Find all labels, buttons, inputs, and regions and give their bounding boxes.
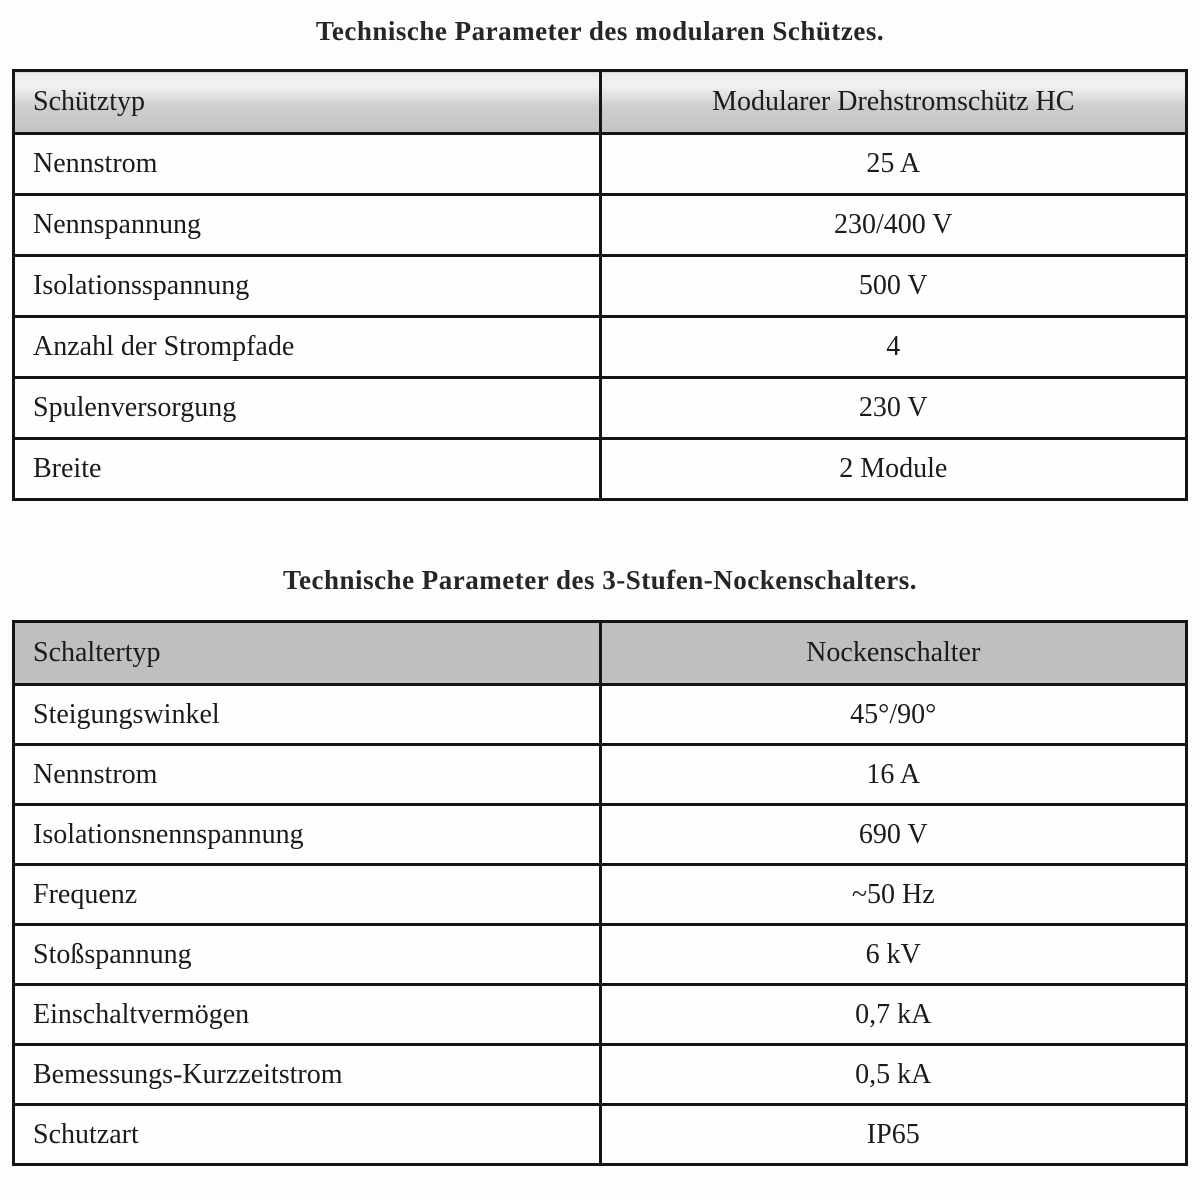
parameter-value-cell: 0,5 kA <box>600 1045 1187 1105</box>
table-row <box>14 685 1187 745</box>
parameter-name-cell: Nennstrom <box>14 745 601 805</box>
table-row <box>14 195 1187 256</box>
parameter-name-cell: Isolationsspannung <box>14 256 601 317</box>
table1-body <box>14 134 1187 500</box>
table-row <box>14 256 1187 317</box>
parameter-name-cell: Schutzart <box>14 1105 601 1165</box>
parameter-name-cell: Nennspannung <box>14 195 601 256</box>
parameter-value-cell: 500 V <box>600 256 1187 317</box>
parameter-value-cell: 0,7 kA <box>600 985 1187 1045</box>
table-row <box>14 378 1187 439</box>
parameter-value-cell: 4 <box>600 317 1187 378</box>
table1-section <box>12 69 1188 501</box>
parameter-name-cell: Breite <box>14 439 601 500</box>
table-row <box>14 317 1187 378</box>
parameter-name-cell: Isolationsnennspannung <box>14 805 601 865</box>
table2-camswitch-parameters <box>12 620 1188 1166</box>
parameter-value-cell: 25 A <box>600 134 1187 195</box>
table-row <box>14 1045 1187 1105</box>
table1-title: Technische Parameter des modularen Schützes. <box>315 16 885 46</box>
table-row <box>14 985 1187 1045</box>
table2-body <box>14 685 1187 1165</box>
table-row <box>14 439 1187 500</box>
parameter-value-cell: 230 V <box>600 378 1187 439</box>
parameter-value-cell: 2 Module <box>600 439 1187 500</box>
table2-header-value: Nockenschalter <box>600 622 1187 685</box>
parameter-value-cell: 690 V <box>600 805 1187 865</box>
table1-header-param: Schütztyp <box>14 71 601 134</box>
parameter-name-cell: Stoßspannung <box>14 925 601 985</box>
parameter-value-cell: ~50 Hz <box>600 865 1187 925</box>
table1-header-value: Modularer Drehstromschütz HC <box>600 71 1187 134</box>
parameter-name-cell: Bemessungs-Kurzzeitstrom <box>14 1045 601 1105</box>
parameter-value-cell: 6 kV <box>600 925 1187 985</box>
table-row <box>14 805 1187 865</box>
parameter-value-cell: 230/400 V <box>600 195 1187 256</box>
table2-header-param: Schaltertyp <box>14 622 601 685</box>
parameter-name-cell: Steigungswinkel <box>14 685 601 745</box>
parameter-name-cell: Anzahl der Strompfade <box>14 317 601 378</box>
table-row <box>14 865 1187 925</box>
parameter-value-cell: 45°/90° <box>600 685 1187 745</box>
table-row <box>14 925 1187 985</box>
table-row <box>14 1105 1187 1165</box>
table2-title: Technische Parameter des 3-Stufen-Nockenschalters. <box>283 565 917 595</box>
table2-section <box>12 620 1188 1166</box>
parameter-value-cell: 16 A <box>600 745 1187 805</box>
table1-contactor-parameters <box>12 69 1188 501</box>
parameter-name-cell: Frequenz <box>14 865 601 925</box>
table-row <box>14 745 1187 805</box>
parameter-name-cell: Einschaltvermögen <box>14 985 601 1045</box>
parameter-value-cell: IP65 <box>600 1105 1187 1165</box>
table1-header-row <box>14 71 1187 134</box>
parameter-name-cell: Spulenversorgung <box>14 378 601 439</box>
table2-header-row <box>14 622 1187 685</box>
table-row <box>14 134 1187 195</box>
parameter-name-cell: Nennstrom <box>14 134 601 195</box>
